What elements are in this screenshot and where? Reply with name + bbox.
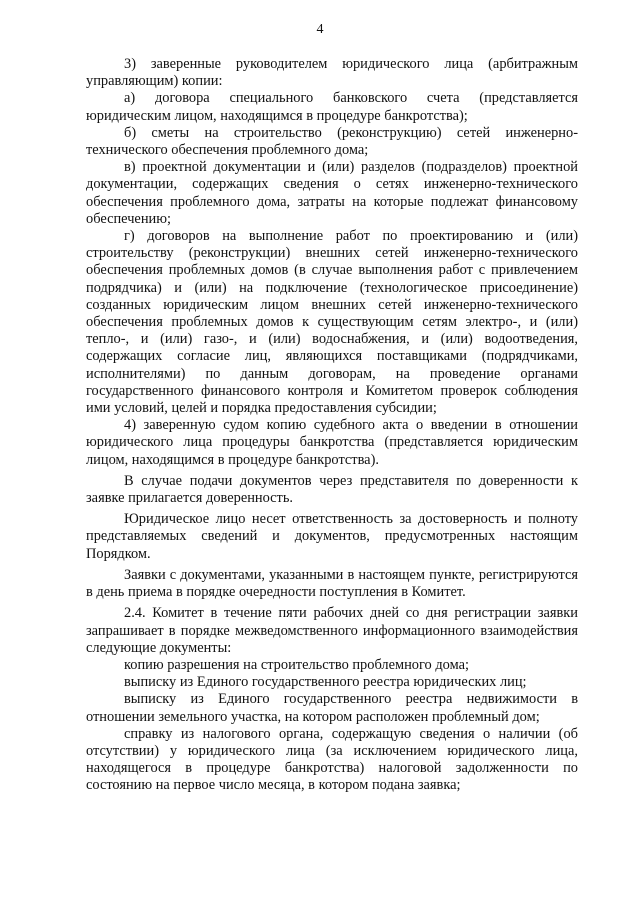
paragraph-item-3a: а) договора специального банковского счета (представляется юридическим лицом, находящимся в процедуре банкротства); [86,90,578,124]
paragraph-item-3: 3) заверенные руководителем юридического лица (арбитражным управляющим) копии: [86,56,578,90]
paragraph-power-of-attorney: В случае подачи документов через представителя по доверенности к заявке прилагается доверенность. [86,472,578,507]
paragraph-registration: Заявки с документами, указанными в настоящем пункте, регистрируются в день приема в порядке очередности поступления в Комитет. [86,566,578,601]
paragraph-item-3v: в) проектной документации и (или) разделов (подразделов) проектной документации, содержащих сведения о сетях инженерно-технического обеспечения проблемного дома, затраты на которые подлежат финансовому обеспечению; [86,159,578,227]
page-number: 4 [316,22,324,37]
paragraph-section-2-4: 2.4. Комитет в течение пяти рабочих дней со дня регистрации заявки запрашивает в порядке межведомственного информационного взаимодействия следующие документы: [86,605,578,656]
list-item-building-permit: копию разрешения на строительство проблемного дома; [124,656,469,673]
list-item-tax-certificate: справку из налогового органа, содержащую сведения о наличии (об отсутствии) у юридического лица (за исключением юридического лица, находящегося в процедуре банкротства) налоговой задолженности по состоянию на первое число месяца, в котором подана заявка; [86,725,578,794]
document-body [86,56,578,795]
list-item-real-estate-register: выписку из Единого государственного реестра недвижимости в отношении земельного участка, на котором расположен проблемный дом; [86,691,578,725]
paragraph-responsibility: Юридическое лицо несет ответственность за достоверность и полноту представляемых сведений и документов, предусмотренных настоящим Порядком. [86,511,578,562]
list-item-legal-entities-register: выписку из Единого государственного реестра юридических лиц; [124,674,527,691]
paragraph-item-3b: б) сметы на строительство (реконструкцию) сетей инженерно-технического обеспечения проблемного дома; [86,124,578,159]
paragraph-item-3g: г) договоров на выполнение работ по проектированию и (или) строительству (реконструкции) внешних сетей инженерно-технического обеспечения проблемных домов (в случае выполнения работ с привлечением подрядчика) и (или) на подключение (технологическое присоединение) созданных юридическим лицом внешних сетей инженерно-технического обеспечения проблемных домов к существующим сетям электро-, и (или) тепло-, и (или) газо-, и (или) водоснабжения, и (или) водоотведения, содержащих согласие лиц, являющихся поставщиками (подрядчиками, исполнителями) по данным договорам, на проведение органами государственного финансового контроля и Комитетом проверок соблюдения ими условий, целей и порядка предоставления субсидии; [86,228,578,417]
paragraph-item-4: 4) заверенную судом копию судебного акта о введении в отношении юридического лица процедуры банкротства (представляется юридическим лицом, находящимся в процедуре банкротства). [86,417,578,468]
